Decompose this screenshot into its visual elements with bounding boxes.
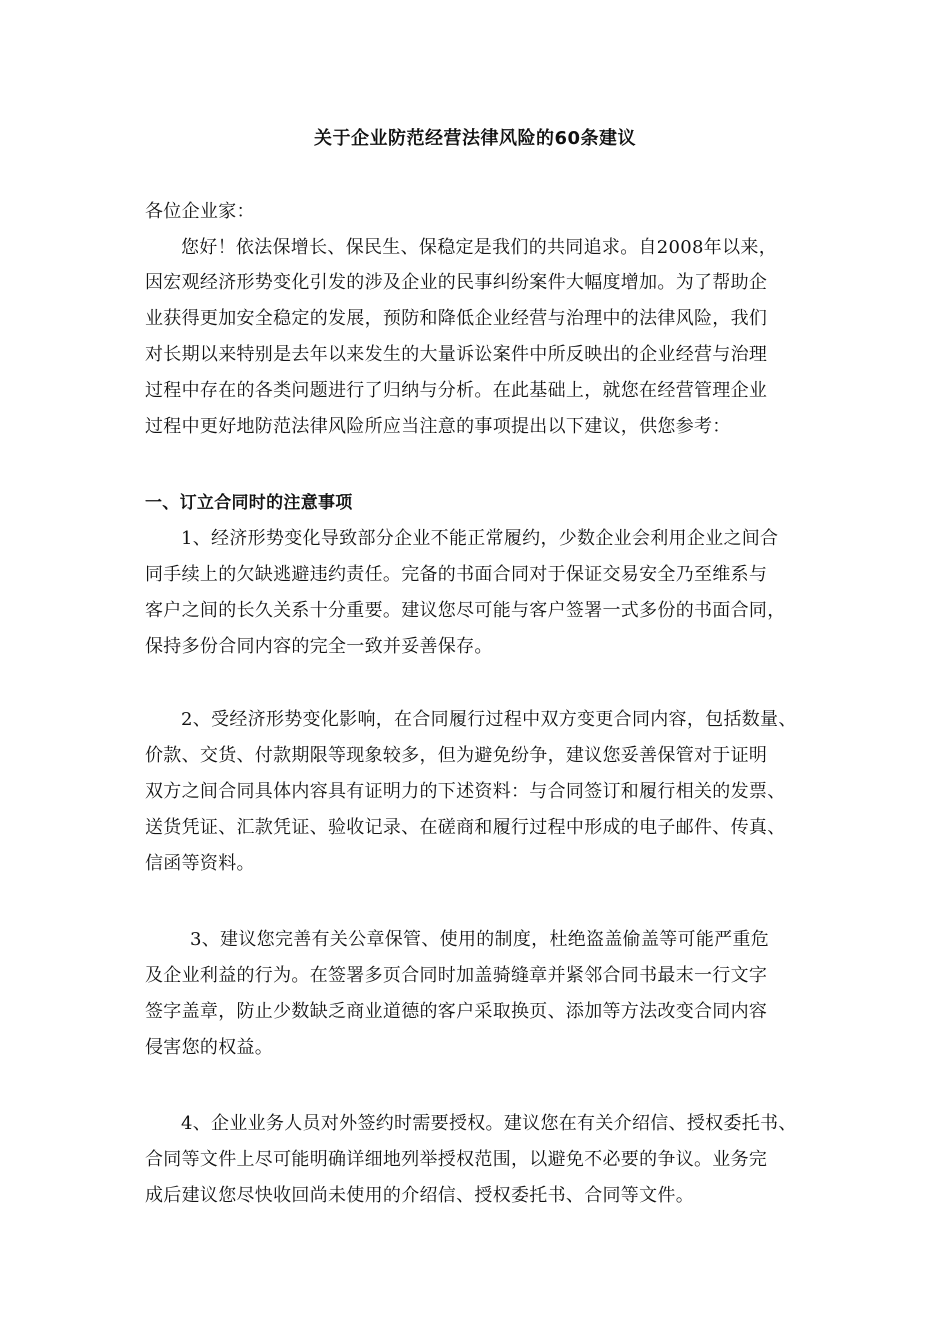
item2-line: 价款、交货、付款期限等现象较多，但为避免纷争，建议您妥善保管对于证明 [145,745,768,766]
intro-line: 过程中更好地防范法律风险所应当注意的事项提出以下建议，供您参考： [145,416,731,437]
item1-line: 保持多份合同内容的完全一致并妥善保存。 [145,636,493,657]
intro-line: 您好！依法保增长、保民生、保稳定是我们的共同追求。自2008年以来， [181,237,778,258]
item1-line: 同手续上的欠缺逃避违约责任。完备的书面合同对于保证交易安全乃至维系与 [145,564,768,585]
intro-line: 对长期以来特别是去年以来发生的大量诉讼案件中所反映出的企业经营与治理 [145,344,768,365]
item2-line: 送货凭证、汇款凭证、验收记录、在磋商和履行过程中形成的电子邮件、传真、 [145,817,786,838]
item3-line: 签字盖章，防止少数缺乏商业道德的客户采取换页、添加等方法改变合同内容 [145,1001,768,1022]
salutation: 各位企业家： [145,201,255,222]
item2-line: 双方之间合同具体内容具有证明力的下述资料：与合同签订和履行相关的发票、 [145,781,786,802]
item3-line: 及企业利益的行为。在签署多页合同时加盖骑缝章并紧邻合同书最末一行文字 [145,965,768,986]
intro-line: 过程中存在的各类问题进行了归纳与分析。在此基础上，就您在经营管理企业 [145,380,768,401]
intro-line: 因宏观经济形势变化引发的涉及企业的民事纠纷案件大幅度增加。为了帮助企 [145,272,768,293]
section-heading: 一、订立合同时的注意事项 [145,493,353,513]
item4-line: 4、企业业务人员对外签约时需要授权。建议您在有关介绍信、授权委托书、 [181,1113,797,1134]
item1-line: 客户之间的长久关系十分重要。建议您尽可能与客户签署一式多份的书面合同， [145,600,786,621]
item3-line: 3、建议您完善有关公章保管、使用的制度，杜绝盗盖偷盖等可能严重危 [190,929,770,950]
item2-line: 信函等资料。 [145,853,255,874]
item4-line: 成后建议您尽快收回尚未使用的介绍信、授权委托书、合同等文件。 [145,1185,694,1206]
document-title: 关于企业防范经营法律风险的60条建议 [313,128,637,149]
item3-line: 侵害您的权益。 [145,1037,274,1058]
intro-line: 业获得更加安全稳定的发展，预防和降低企业经营与治理中的法律风险，我们 [145,308,768,329]
item1-line: 1、经济形势变化导致部分企业不能正常履约，少数企业会利用企业之间合 [181,528,779,549]
item4-line: 合同等文件上尽可能明确详细地列举授权范围，以避免不必要的争议。业务完 [145,1149,768,1170]
item2-line: 2、受经济形势变化影响，在合同履行过程中双方变更合同内容，包括数量、 [181,709,797,730]
